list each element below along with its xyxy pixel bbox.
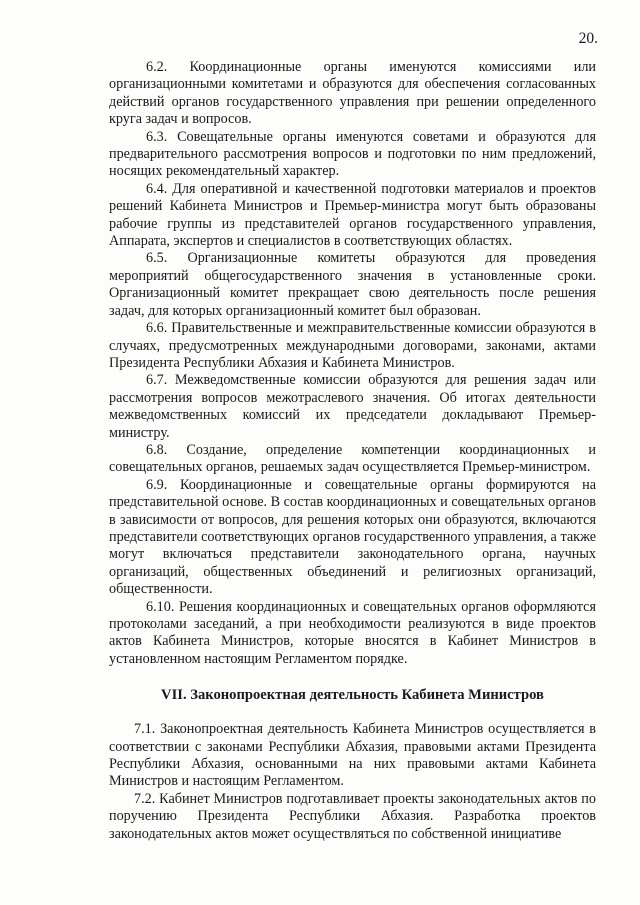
paragraph-7-1: 7.1. Законопроектная деятельность Кабинета Министров осуществляется в соответствии с законами Республики Абхазия, правовыми актами Президента Республики Абхазия, основанными на них правовыми актами Кабинета Министров и настоящим Регламентом. xyxy=(109,721,596,790)
paragraph-6-10: 6.10. Решения координационных и совещательных органов оформляются протоколами заседаний, а при необходимости реализуются в виде проектов актов Кабинета Министров, которые вносятся в Кабинет Министров в установленном настоящим Регламентом порядке. xyxy=(109,598,596,667)
paragraph-6-6: 6.6. Правительственные и межправительственные комиссии образуются в случаях, предусмотренных международными договорами, законами, актами Президента Республики Абхазия и Кабинета Министров. xyxy=(109,320,596,371)
page-number: 20. xyxy=(578,30,598,47)
paragraph-6-5: 6.5. Организационные комитеты образуются для проведения мероприятий общегосударственного значения в установленные сроки. Организационный комитет прекращает свою деятельность после решения задач, для которых организационный комитет был образован. xyxy=(109,250,596,319)
paragraph-6-3: 6.3. Совещательные органы именуются советами и образуются для предварительного рассмотрения вопросов и подготовки по ним предложений, носящих рекомендательный характер. xyxy=(109,128,596,180)
document-body xyxy=(109,59,596,843)
paragraph-6-9: 6.9. Координационные и совещательные органы формируются на представительной основе. В состав координационных и совещательных органов в зависимости от вопросов, для решения которых они образуются, включаются представители соответствующих органов государственного управления, а также могут включаться представители законодательного органа, научных организаций, общественных объединений и религиозных организаций, общественности. xyxy=(109,476,596,598)
paragraph-6-8: 6.8. Создание, определение компетенции координационных и совещательных органов, решаемых задач осуществляется Премьер-министром. xyxy=(109,441,596,476)
paragraph-6-4: 6.4. Для оперативной и качественной подготовки материалов и проектов решений Кабинета Министров и Премьер-министра могут быть образованы рабочие группы из представителей органов государственного управления, Аппарата, экспертов и специалистов в соответствующих областях. xyxy=(109,180,596,250)
paragraph-7-2: 7.2. Кабинет Министров подготавливает проекты законодательных актов по поручению Президента Республики Абхазия. Разработка проектов законодательных актов может осуществляться по собственной инициативе xyxy=(109,790,596,842)
paragraph-6-2: 6.2. Координационные органы именуются комиссиями или организационными комитетами и образуются для обеспечения согласованных действий органов государственного управления при решении определенного круга задач и вопросов. xyxy=(109,59,596,128)
section-heading: VII. Законопроектная деятельность Кабинета Министров xyxy=(161,687,544,704)
paragraph-6-7: 6.7. Межведомственные комиссии образуются для решения задач или рассмотрения вопросов межотраслевого значения. Об итогах деятельности межведомственных комиссий их председатели докладывают Премьер-министру. xyxy=(109,372,596,441)
